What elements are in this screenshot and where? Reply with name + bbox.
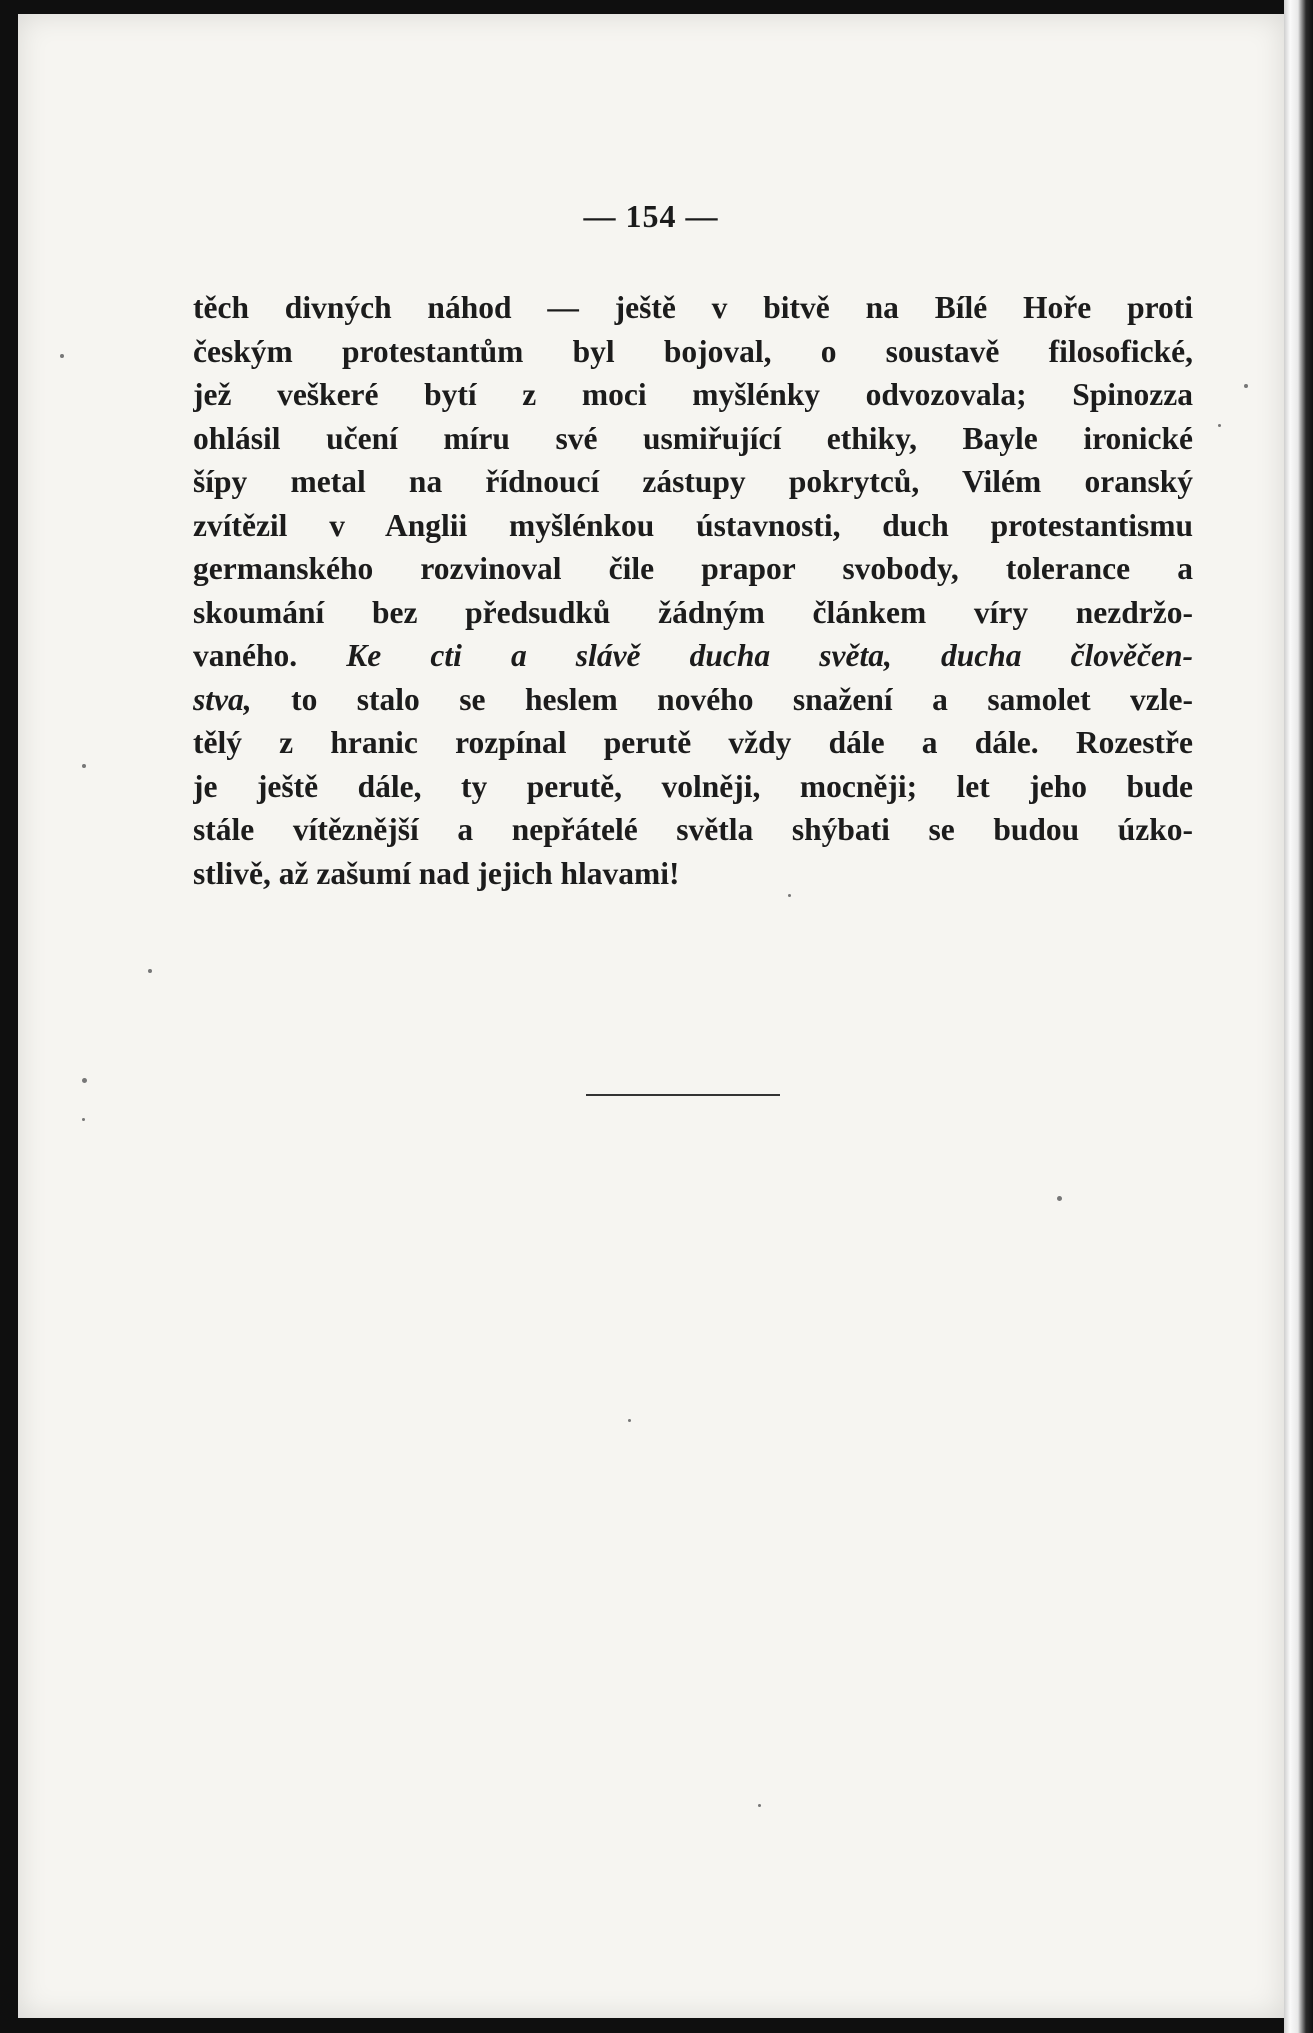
paper-speck <box>82 764 86 768</box>
paper-speck <box>82 1118 85 1121</box>
italic-motto-part-2: stva, <box>193 681 252 717</box>
paper-speck <box>148 969 152 973</box>
book-page <box>18 14 1284 2018</box>
paper-speck <box>758 1804 761 1807</box>
text-line-9-start: vaného. <box>193 638 298 673</box>
text-line-1: těch divných náhod — ještě v bitvě na Bílé Hoře proti <box>193 290 1193 325</box>
paper-speck <box>1218 424 1221 427</box>
text-line-5: šípy metal na řídnoucí zástupy pokrytců, Vilém oranský <box>193 464 1193 499</box>
paper-speck <box>1244 384 1248 388</box>
text-line-11: tělý z hranic rozpínal perutě vždy dále a dále. Rozestře <box>193 725 1193 760</box>
text-line-4: ohlásil učení míru své usmiřující ethiky, Bayle ironické <box>193 420 1193 456</box>
text-line-6: zvítězil v Anglii myšlénkou ústavnosti, duch protestantismu <box>193 507 1193 543</box>
italic-motto-part-1: Ke cti a slávě ducha světa, ducha člověčen- <box>346 638 1193 673</box>
text-line-8: skoumání bez předsudků žádným článkem víry nezdržo- <box>193 594 1193 630</box>
text-line-7: germanského rozvinoval čile prapor svobody, tolerance a <box>193 551 1193 586</box>
text-line-10 <box>193 678 1193 722</box>
paper-speck <box>82 1078 87 1083</box>
text-line-13: stále vítěznější a nepřátelé světla shýbati se budou úzko- <box>193 812 1193 847</box>
section-end-rule <box>586 1094 780 1096</box>
page-number: — 154 — <box>583 198 719 234</box>
paper-speck <box>628 1419 631 1422</box>
paper-speck <box>1057 1196 1062 1201</box>
text-line-14: stlivě, až zašumí nad jejich hlavami! <box>193 855 680 891</box>
text-line-3: jež veškeré bytí z moci myšlénky odvozovala; Spinozza <box>193 377 1193 412</box>
text-line-10-rest: to stalo se heslem nového snažení a samolet vzle- <box>291 681 1193 717</box>
paper-speck <box>788 894 791 897</box>
text-line-9 <box>193 634 1193 678</box>
page-edge-strip <box>1284 0 1313 2033</box>
body-paragraph <box>193 286 1193 895</box>
paper-speck <box>60 354 64 358</box>
text-line-12: je ještě dále, ty perutě, volněji, mocněji; let jeho bude <box>193 768 1193 804</box>
text-line-2: českým protestantům byl bojoval, o soustavě filosofické, <box>193 333 1193 369</box>
